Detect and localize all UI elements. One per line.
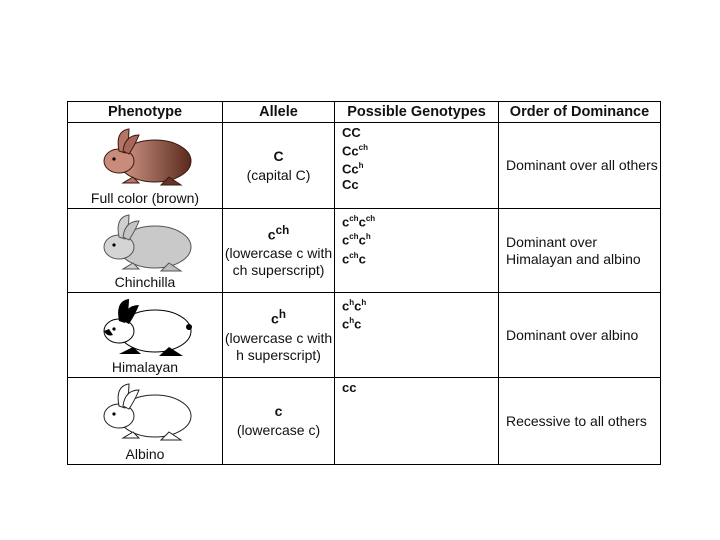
himalayan-rabbit-icon xyxy=(89,297,201,359)
allele-cell xyxy=(223,378,335,465)
allele-description: (lowercase c with h superscript) xyxy=(224,329,333,363)
allele-cell xyxy=(223,123,335,209)
header-row xyxy=(68,102,661,123)
phenotype-cell xyxy=(68,293,223,378)
allele-description: (capital C) xyxy=(246,166,311,183)
dominance-cell: Dominant over albino xyxy=(499,293,661,378)
allele-cell xyxy=(223,293,335,378)
genotype-entry: $c^hc^h$ xyxy=(342,298,367,314)
genotype-entry: CC xyxy=(342,125,361,140)
phenotype-label: Full color (brown) xyxy=(90,190,200,206)
table-row xyxy=(68,378,661,465)
allele-symbol: $c^{ch}$ xyxy=(267,223,290,243)
dominance-table xyxy=(67,101,661,465)
genotypes-cell xyxy=(335,293,499,378)
phenotype-label: Himalayan xyxy=(111,359,179,375)
phenotype-cell xyxy=(68,123,223,209)
genotypes-cell xyxy=(335,209,499,293)
genotype-entry: cc xyxy=(342,380,357,395)
allele-cell xyxy=(223,209,335,293)
genotype-entry: Cc$^h$ xyxy=(342,161,364,177)
genotype-entry: $c^{ch}c^h$ xyxy=(342,232,371,248)
allele-description: (lowercase c with ch superscript) xyxy=(224,245,333,279)
header-dominance: Order of Dominance xyxy=(499,102,661,123)
header-allele: Allele xyxy=(223,102,335,123)
white-rabbit-icon xyxy=(89,382,201,444)
genotypes-cell xyxy=(335,123,499,209)
gray-rabbit-icon xyxy=(89,213,201,275)
genotype-entry: $Cc^{ch}$ xyxy=(342,143,368,159)
brown-rabbit-icon xyxy=(89,127,201,189)
genotypes-cell xyxy=(335,378,499,465)
dominance-cell: Dominant over Himalayan and albino xyxy=(499,209,661,293)
dominance-cell: Dominant over all others xyxy=(499,123,661,209)
allele-symbol: C xyxy=(273,147,284,164)
genotype-entry: $c^{ch}c$ xyxy=(342,250,366,266)
genotype-entry: $c^{ch}c^{ch}$ xyxy=(342,214,376,230)
allele-description: (lowercase c) xyxy=(236,422,321,438)
allele-symbol: $c^h$ xyxy=(271,308,286,327)
phenotype-label: Albino xyxy=(125,446,165,462)
allele-symbol: c xyxy=(274,403,283,419)
phenotype-cell xyxy=(68,209,223,293)
table-row xyxy=(68,123,661,209)
phenotype-label: Chinchilla xyxy=(114,274,176,290)
genotype-entry: Cc xyxy=(342,176,359,192)
genotype-entry: $c^hc$ xyxy=(342,316,362,332)
phenotype-cell xyxy=(68,378,223,465)
table-row xyxy=(68,293,661,378)
dominance-cell: Recessive to all others xyxy=(499,378,661,465)
header-phenotype: Phenotype xyxy=(68,102,223,123)
table-row xyxy=(68,209,661,293)
header-genotypes: Possible Genotypes xyxy=(335,102,499,123)
